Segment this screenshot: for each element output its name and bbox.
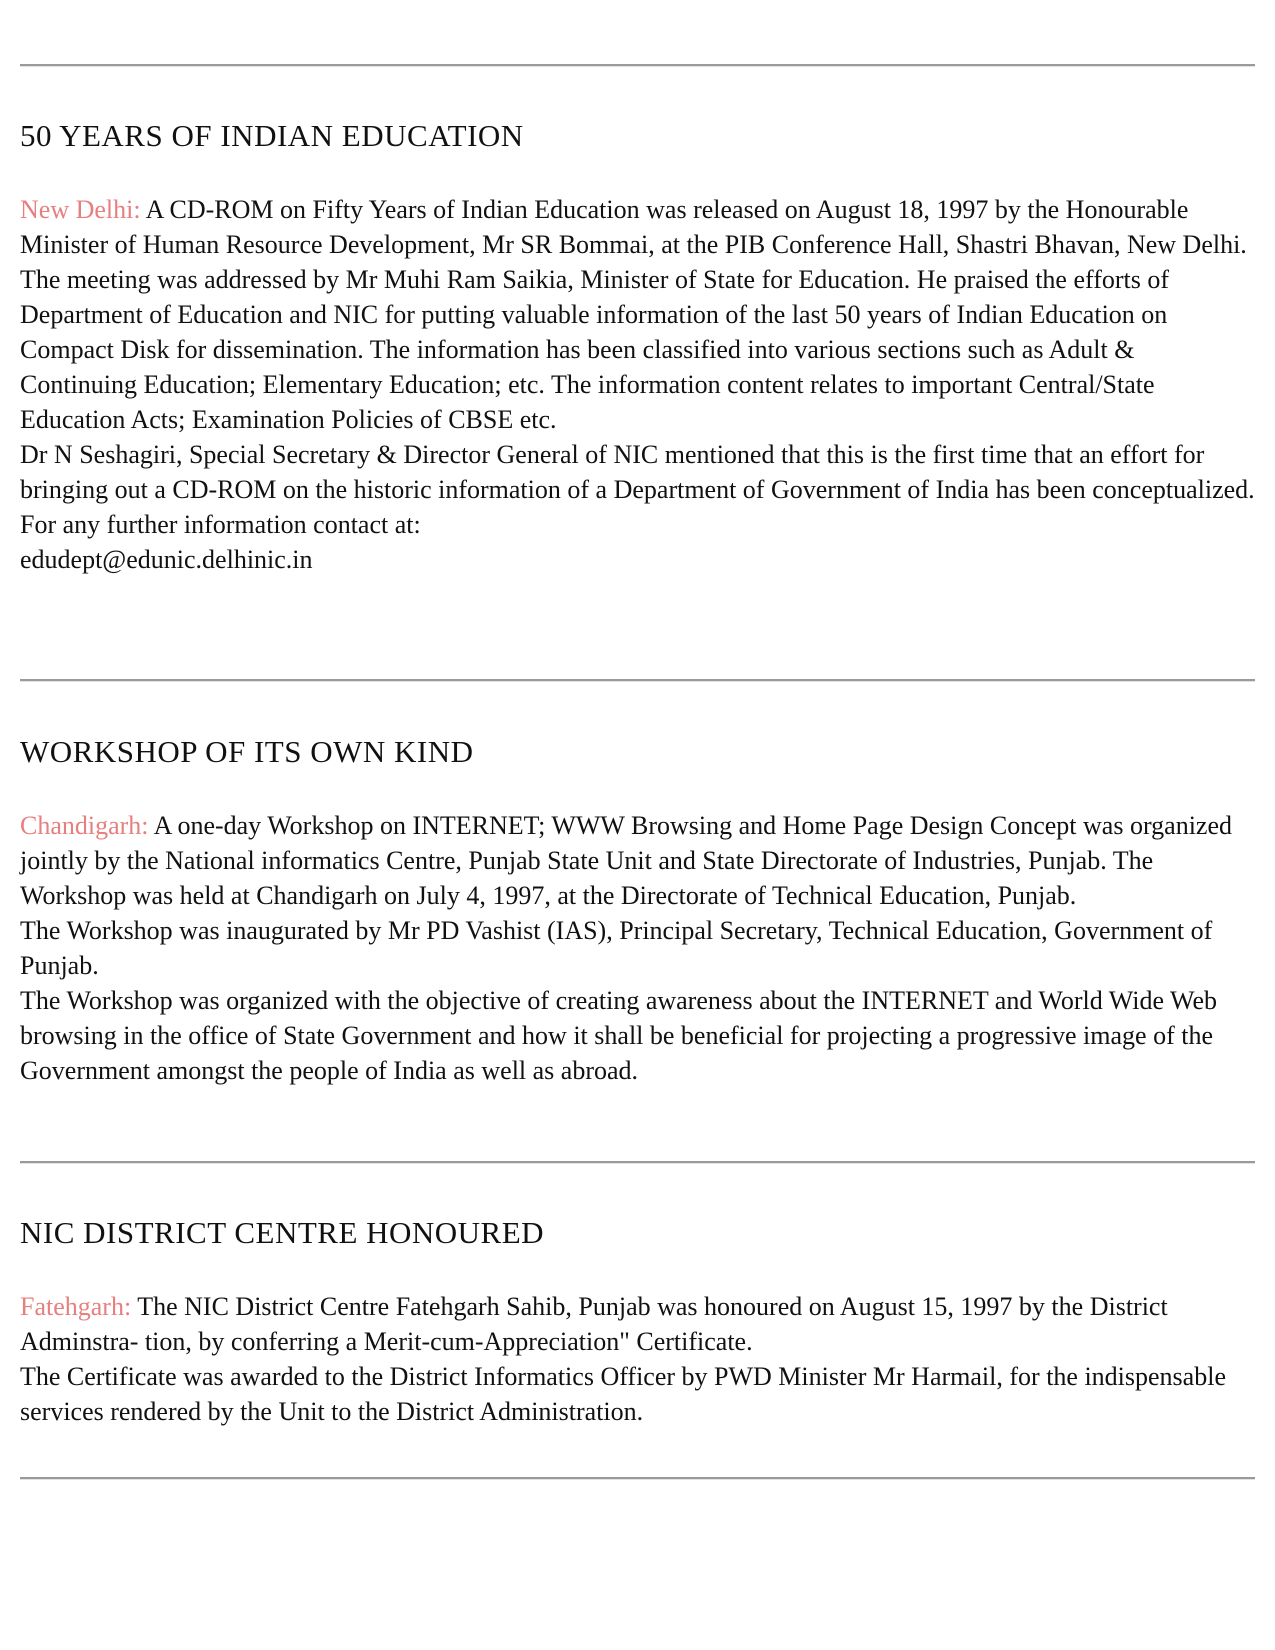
horizontal-rule (20, 1477, 1255, 1480)
article-headline: 50 YEARS OF INDIAN EDUCATION (20, 118, 524, 153)
article-body (20, 192, 1255, 577)
article-education (20, 118, 1255, 577)
article-paragraph (20, 1289, 1255, 1359)
horizontal-rule (20, 1161, 1255, 1164)
dateline: Fatehgarh: (20, 1292, 132, 1321)
article-paragraph (20, 808, 1255, 913)
dateline: New Delhi: (20, 195, 141, 224)
paragraph-text: The NIC District Centre Fatehgarh Sahib, Punjab was honoured on August 15, 1997 by the District Adminstra- tion, by conferring a Merit-cum-Appreciation" Certificate. (20, 1292, 1168, 1356)
article-paragraph: The meeting was addressed by Mr Muhi Ram Saikia, Minister of State for Education. He praised the efforts of Department of Education and NIC for putting valuable information of the last 50 years of Indian Education on Compact Disk for dissemination. The information has been classified into various sections such as Adult & Continuing Education; Elementary Education; etc. The information content relates to important Central/State Education Acts; Examination Policies of CBSE etc. (20, 265, 1170, 434)
contact-email: edudept@edunic.delhinic.in (20, 545, 313, 574)
article-paragraph: For any further information contact at: (20, 510, 421, 539)
article-workshop (20, 734, 1255, 1088)
article-body (20, 1289, 1255, 1429)
horizontal-rule (20, 64, 1255, 67)
article-paragraph: The Workshop was inaugurated by Mr PD Vashist (IAS), Principal Secretary, Technical Education, Government of Punjab. (20, 916, 1213, 980)
article-paragraph (20, 192, 1255, 262)
paragraph-text: A one-day Workshop on INTERNET; WWW Browsing and Home Page Design Concept was organized jointly by the National informatics Centre, Punjab State Unit and State Directorate of Industries, Punjab. The Workshop was held at Chandigarh on July 4, 1997, at the Directorate of Technical Education, Punjab. (20, 811, 1232, 910)
article-body (20, 808, 1255, 1088)
article-paragraph: The Certificate was awarded to the District Informatics Officer by PWD Minister Mr Harmail, for the indispensable services rendered by the Unit to the District Administration. (20, 1362, 1226, 1426)
paragraph-text: A CD-ROM on Fifty Years of Indian Education was released on August 18, 1997 by the Honourable Minister of Human Resource Development, Mr SR Bommai, at the PIB Conference Hall, Shastri Bhavan, New Delhi. (20, 195, 1247, 259)
article-district-centre (20, 1215, 1255, 1429)
dateline: Chandigarh: (20, 811, 149, 840)
article-headline: WORKSHOP OF ITS OWN KIND (20, 734, 474, 769)
article-paragraph: The Workshop was organized with the objective of creating awareness about the INTERNET and World Wide Web browsing in the office of State Government and how it shall be beneficial for projecting a progressive image of the Government amongst the people of India as well as abroad. (20, 986, 1218, 1085)
horizontal-rule (20, 679, 1255, 682)
article-headline: NIC DISTRICT CENTRE HONOURED (20, 1215, 545, 1250)
article-paragraph: Dr N Seshagiri, Special Secretary & Director General of NIC mentioned that this is the first time that an effort for bringing out a CD-ROM on the historic information of a Department of Government of India has been conceptualized. (20, 440, 1255, 504)
